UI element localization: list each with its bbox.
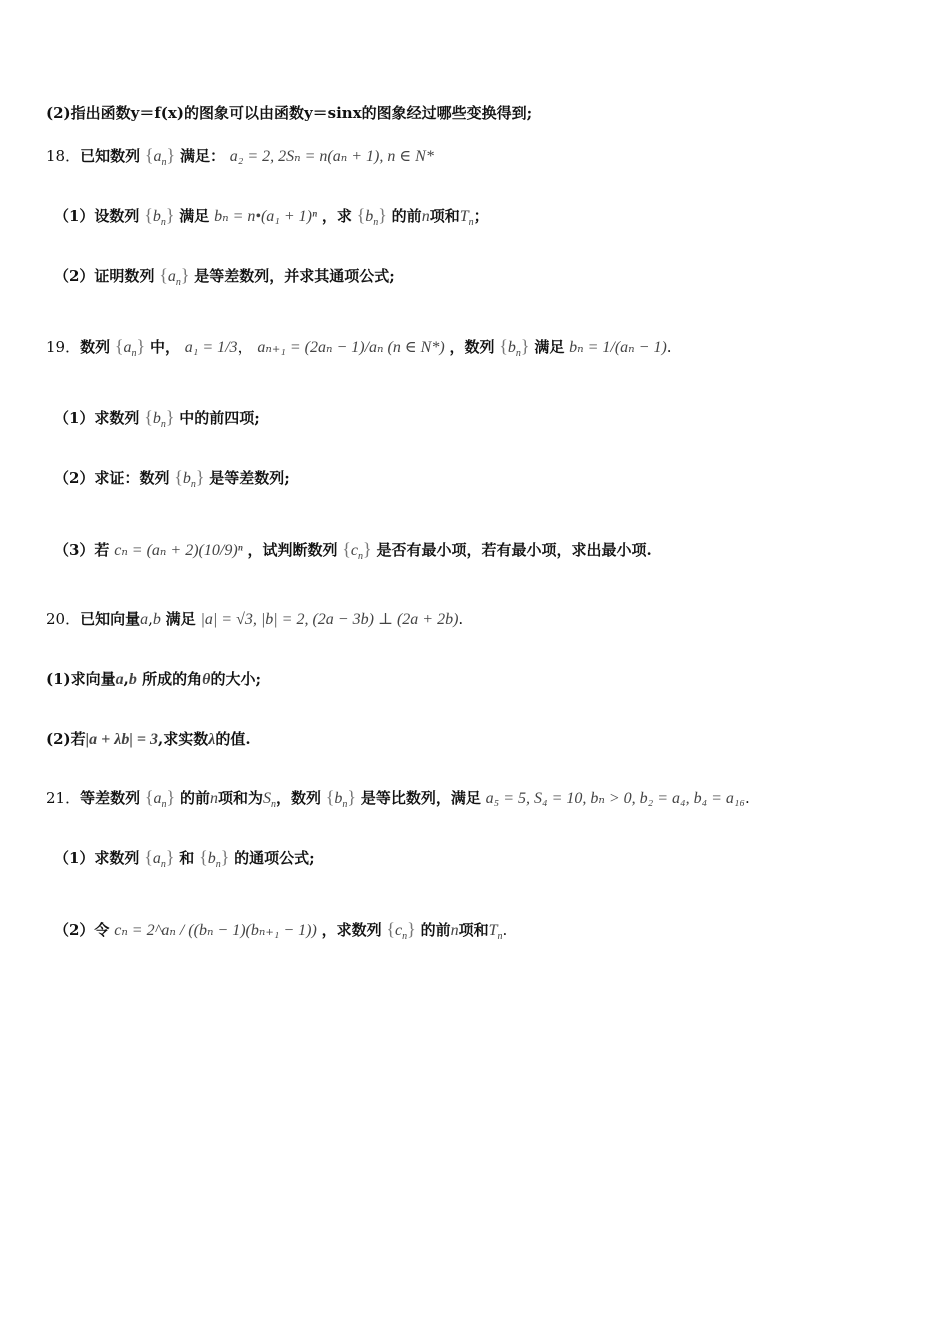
q19-part1: （1）求数列 $\{b_n\}$ 中的前四项; [54, 407, 260, 431]
q20-cond2: |a + λb| = 3 [85, 731, 159, 748]
q21-stem: 21．等差数列 $\{a_n\}$ 的前n项和为$S_n$，数列 $\{b_n\}$ 是等比数列，满足 a₅ = 5, S₄ = 10, bₙ > 0, b₂ = a₄, b₄ = a₁₆. [46, 787, 750, 811]
q17-part2: (2)指出函数y＝f(x)的图象可以由函数y＝sinx的图象经过哪些变换得到; [46, 104, 533, 122]
seq-a-brace: $\{a_n\}$ [144, 145, 176, 169]
q19-part3: （3）若 cₙ = (aₙ + 2)(10/9)ⁿ ，试判断数列 $\{c_n\}$ 是否有最小项，若有最小项，求出最小项. [54, 539, 652, 563]
q21-part1: （1）求数列 $\{a_n\}$ 和 $\{b_n\}$ 的通项公式; [54, 847, 315, 871]
question-number: 18． [46, 147, 81, 165]
q21-conditions: a₅ = 5, S₄ = 10, bₙ > 0, b₂ = a₄, b₄ = a₁₆ [485, 790, 746, 807]
q20-stem: 20．已知向量a,b 满足 |a| = √3, |b| = 2, (2a − 3b) ⊥ (2a + 2b). [46, 610, 464, 628]
q18-stem: 18．已知数列 $\{a_n\}$ 满足： a₂ = 2, 2Sₙ = n(aₙ + 1), n ∈ N* [46, 145, 434, 169]
q18-condition: a₂ = 2, 2Sₙ = n(aₙ + 1), n ∈ N* [229, 148, 434, 165]
q18-bn-formula: bₙ = n•(a₁ + 1)ⁿ [214, 208, 318, 225]
q20-condition: |a| = √3, |b| = 2, (2a − 3b) ⊥ (2a + 2b) [200, 611, 459, 628]
q19-part2: （2）求证：数列 $\{b_n\}$ 是等差数列; [54, 467, 290, 491]
q19-recurrence: aₙ₊₁ = (2aₙ − 1)/aₙ (n ∈ N*) [257, 339, 445, 356]
q19-a1: a₁ = 1/3 [184, 339, 238, 356]
q19-bn: bₙ = 1/(aₙ − 1) [569, 339, 667, 356]
q20-part1: (1)求向量a,b 所成的角θ的大小; [46, 670, 261, 688]
q18-part2: （2）证明数列 $\{a_n\}$ 是等差数列，并求其通项公式; [54, 265, 395, 289]
q19-stem: 19．数列 $\{a_n\}$ 中， a₁ = 1/3， aₙ₊₁ = (2aₙ − 1)/aₙ (n ∈ N*) ，数列 $\{b_n\}$ 满足 bₙ = 1/(aₙ − 1). [46, 336, 672, 360]
q19-cn: cₙ = (aₙ + 2)(10/9)ⁿ [114, 542, 243, 559]
q21-part2: （2）令 cₙ = 2^aₙ / ((bₙ − 1)(bₙ₊₁ − 1)) ，求数列 $\{c_n\}$ 的前n项和$T_n$. [54, 919, 508, 943]
q21-cn: cₙ = 2^aₙ / ((bₙ − 1)(bₙ₊₁ − 1)) [114, 922, 317, 939]
q18-part1: （1）设数列 $\{b_n\}$ 满足 bₙ = n•(a₁ + 1)ⁿ ，求 $\{b_n\}$ 的前n项和$T_n$； [54, 205, 489, 229]
q20-part2: (2)若|a + λb| = 3,求实数λ的值. [46, 730, 251, 748]
